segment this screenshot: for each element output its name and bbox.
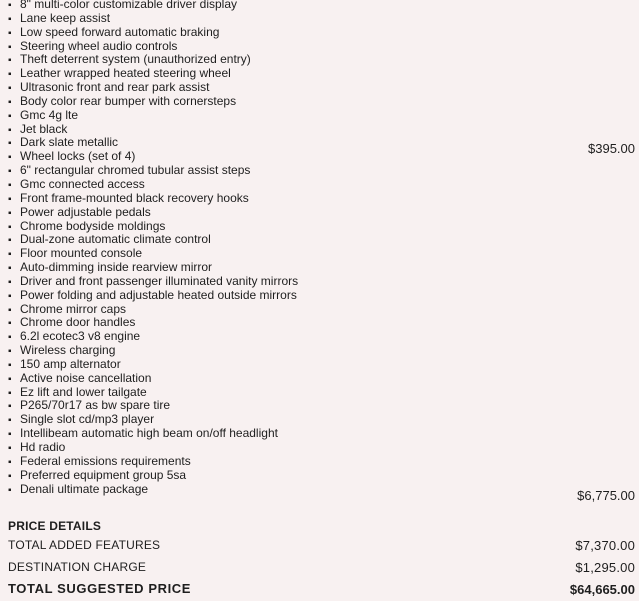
feature-item xyxy=(8,206,639,220)
bullet-icon: ▪ xyxy=(8,304,12,316)
feature-price: $6,775.00 xyxy=(577,487,635,503)
feature-label: Floor mounted console xyxy=(20,246,143,261)
feature-label: Ez lift and lower tailgate xyxy=(20,384,147,399)
feature-label: Preferred equipment group 5sa xyxy=(20,467,187,482)
feature-item xyxy=(8,455,639,469)
feature-label: 6" rectangular chromed tubular assist steps xyxy=(20,163,251,178)
feature-label: Low speed forward automatic braking xyxy=(20,24,220,39)
feature-label: Dual-zone automatic climate control xyxy=(20,232,211,247)
feature-item xyxy=(8,441,639,455)
feature-label: Steering wheel audio controls xyxy=(20,38,178,53)
feature-label: Denali ultimate package xyxy=(20,481,149,496)
bullet-icon: ▪ xyxy=(8,152,12,164)
feature-item xyxy=(8,233,639,247)
bullet-icon: ▪ xyxy=(8,0,12,11)
bullet-icon: ▪ xyxy=(8,110,12,122)
feature-item xyxy=(8,344,639,358)
feature-label: Power adjustable pedals xyxy=(20,204,151,219)
bullet-icon: ▪ xyxy=(8,13,12,25)
feature-item xyxy=(8,220,639,234)
feature-item xyxy=(8,372,639,386)
feature-label: Ultrasonic front and rear park assist xyxy=(20,80,210,95)
bullet-icon: ▪ xyxy=(8,96,12,108)
feature-label: Driver and front passenger illuminated vanity mirrors xyxy=(20,273,299,288)
bullet-icon: ▪ xyxy=(8,193,12,205)
bullet-icon: ▪ xyxy=(8,69,12,81)
bullet-icon: ▪ xyxy=(8,415,12,427)
feature-label: Jet black xyxy=(20,121,68,136)
feature-item xyxy=(8,81,639,95)
feature-label: Chrome door handles xyxy=(20,315,136,330)
feature-item xyxy=(8,95,639,109)
feature-item xyxy=(8,289,639,303)
bullet-icon: ▪ xyxy=(8,332,12,344)
feature-item xyxy=(8,275,639,289)
bullet-icon: ▪ xyxy=(8,290,12,302)
feature-label: Theft deterrent system (unauthorized entry) xyxy=(20,52,251,67)
bullet-icon: ▪ xyxy=(8,263,12,275)
bullet-icon: ▪ xyxy=(8,179,12,191)
feature-label: Leather wrapped heated steering wheel xyxy=(20,66,231,81)
feature-item xyxy=(8,358,639,372)
bullet-icon: ▪ xyxy=(8,470,12,482)
feature-label: Gmc 4g lte xyxy=(20,107,79,122)
feature-list xyxy=(8,0,639,503)
feature-item xyxy=(8,192,639,206)
feature-label: P265/70r17 as bw spare tire xyxy=(20,398,171,413)
destination-charge-value: $1,295.00 xyxy=(575,560,635,575)
bullet-icon: ▪ xyxy=(8,318,12,330)
feature-item xyxy=(8,67,639,81)
feature-item xyxy=(8,481,639,503)
feature-item xyxy=(8,413,639,427)
total-suggested-price-value: $64,665.00 xyxy=(569,582,635,597)
bullet-icon: ▪ xyxy=(8,443,12,454)
feature-label: Intellibeam automatic high beam on/off headlight xyxy=(20,426,278,441)
feature-label: Gmc connected access xyxy=(20,176,145,191)
bullet-icon: ▪ xyxy=(8,249,12,261)
feature-item xyxy=(8,469,639,483)
bullet-icon: ▪ xyxy=(8,83,12,95)
feature-item xyxy=(8,427,639,441)
feature-label: Active noise cancellation xyxy=(20,370,152,385)
bullet-icon: ▪ xyxy=(8,27,12,39)
feature-item xyxy=(8,178,639,192)
feature-label: Front frame-mounted black recovery hooks xyxy=(20,190,249,205)
bullet-icon: ▪ xyxy=(8,401,12,413)
feature-label: Single slot cd/mp3 player xyxy=(20,412,155,427)
feature-label: Dark slate metallic xyxy=(20,135,119,150)
feature-label: Wheel locks (set of 4) xyxy=(20,149,136,164)
feature-label: Chrome bodyside moldings xyxy=(20,218,166,233)
feature-item xyxy=(8,40,639,54)
bullet-icon: ▪ xyxy=(8,387,12,399)
bullet-icon: ▪ xyxy=(8,55,12,67)
bullet-icon: ▪ xyxy=(8,138,12,150)
feature-label: Wireless charging xyxy=(20,343,116,358)
feature-label: Hd radio xyxy=(20,440,66,454)
feature-item xyxy=(8,386,639,400)
feature-item xyxy=(8,164,639,178)
bullet-icon: ▪ xyxy=(8,166,12,178)
feature-item xyxy=(8,399,639,413)
bullet-icon: ▪ xyxy=(8,276,12,288)
feature-price: $395.00 xyxy=(588,141,635,157)
feature-label: 8" multi-color customizable driver display xyxy=(20,0,238,11)
feature-item xyxy=(8,316,639,330)
bullet-icon: ▪ xyxy=(8,429,12,441)
feature-item xyxy=(8,26,639,40)
bullet-icon: ▪ xyxy=(8,207,12,219)
feature-label: Chrome mirror caps xyxy=(20,301,127,316)
total-suggested-price-row xyxy=(8,578,635,600)
feature-item xyxy=(8,330,639,344)
destination-charge-row xyxy=(8,556,635,578)
destination-charge-label: DESTINATION CHARGE xyxy=(8,560,147,574)
total-added-features-value: $7,370.00 xyxy=(575,538,635,553)
feature-label: Body color rear bumper with cornersteps xyxy=(20,93,237,108)
feature-item xyxy=(8,150,639,164)
feature-label: 150 amp alternator xyxy=(20,356,121,371)
bullet-icon: ▪ xyxy=(8,373,12,385)
bullet-icon: ▪ xyxy=(8,346,12,358)
feature-label: Auto-dimming inside rearview mirror xyxy=(20,260,213,275)
feature-label: 6.2l ecotec3 v8 engine xyxy=(20,329,141,344)
feature-label: Federal emissions requirements xyxy=(20,453,191,468)
feature-item xyxy=(8,247,639,261)
bullet-icon: ▪ xyxy=(8,456,12,468)
bullet-icon: ▪ xyxy=(8,41,12,53)
price-details-heading: PRICE DETAILS xyxy=(8,519,102,533)
feature-item xyxy=(8,109,639,123)
total-added-features-row xyxy=(8,534,635,556)
bullet-icon: ▪ xyxy=(8,235,12,247)
feature-item xyxy=(8,261,639,275)
feature-label: Power folding and adjustable heated outside mirrors xyxy=(20,287,297,302)
feature-item xyxy=(8,12,639,26)
bullet-icon: ▪ xyxy=(8,359,12,371)
feature-item xyxy=(8,303,639,317)
feature-item xyxy=(8,53,639,67)
price-details-section xyxy=(8,518,635,600)
total-suggested-price-label: TOTAL SUGGESTED PRICE xyxy=(8,581,192,596)
total-added-features-label: TOTAL ADDED FEATURES xyxy=(8,538,161,552)
bullet-icon: ▪ xyxy=(8,124,12,136)
bullet-icon: ▪ xyxy=(8,484,12,496)
bullet-icon: ▪ xyxy=(8,221,12,233)
feature-item xyxy=(8,123,639,137)
feature-label: Lane keep assist xyxy=(20,10,111,25)
